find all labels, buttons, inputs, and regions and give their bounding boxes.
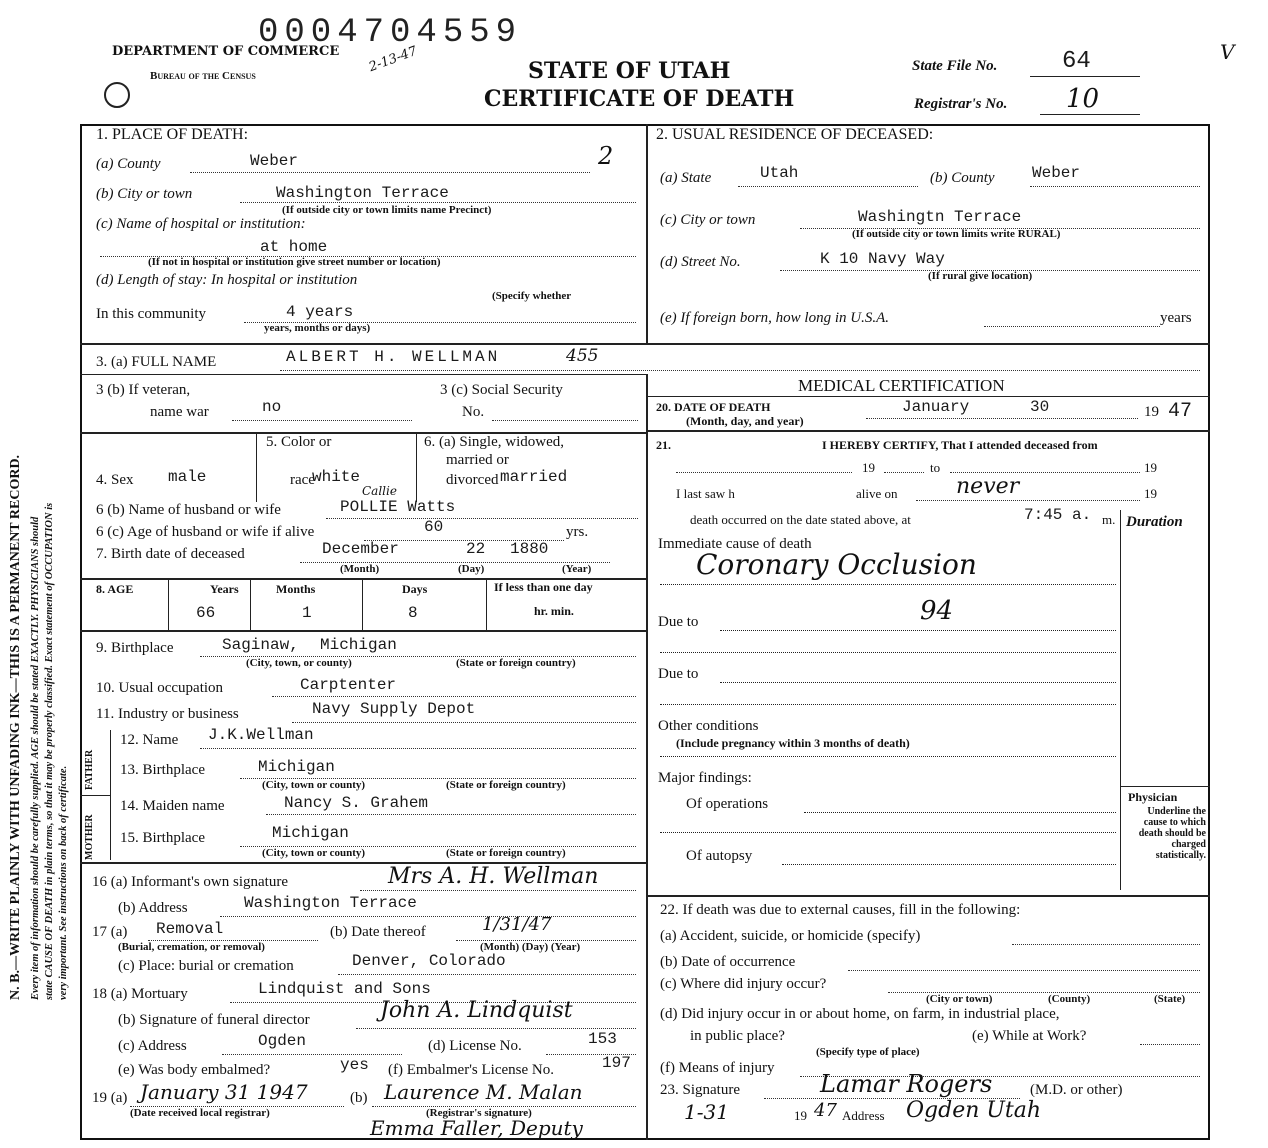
res-city-label: (c) City or town <box>660 212 756 228</box>
birthplace-note-2: (State or foreign country) <box>456 657 576 669</box>
physician-heading: Physician <box>1128 790 1178 804</box>
age-days-value: 8 <box>408 604 418 622</box>
father-name-value: J.K.Wellman <box>208 726 314 744</box>
mother-birth-note-2: (State or foreign country) <box>446 847 566 859</box>
external-c-note-3: (State) <box>1154 993 1186 1005</box>
embalmed-label: (e) Was body embalmed? <box>118 1062 271 1078</box>
father-name-label: 12. Name <box>120 732 179 748</box>
specify-note: (Specify whether <box>492 290 572 302</box>
war-value: no <box>262 398 282 416</box>
color-label: 5. Color or <box>266 434 332 450</box>
full-name-label: 3. (a) FULL NAME <box>96 354 217 370</box>
funeral-director-label: (b) Signature of funeral director <box>118 1012 310 1028</box>
attended-to-label: to <box>930 460 941 475</box>
funeral-director-signature: John A. Lindquist <box>380 998 573 1023</box>
foreign-born-label: (e) If foreign born, how long in U.S.A. <box>660 310 890 326</box>
due-to-label-1: Due to <box>658 614 699 630</box>
race-label: race <box>290 472 315 488</box>
birth-year: 1880 <box>510 540 549 558</box>
birth-day-note: (Day) <box>458 563 485 575</box>
duration-heading: Duration <box>1126 514 1183 530</box>
removal-value: Removal <box>156 920 224 938</box>
res-street-note: (If rural give location) <box>928 270 1033 282</box>
certifier-signature-label: 23. Signature <box>660 1082 740 1098</box>
certificate-title: CERTIFICATE OF DEATH <box>484 86 795 112</box>
death-time-meridiem: m. <box>1102 512 1116 527</box>
mother-birthplace-value: Michigan <box>272 824 349 842</box>
burial-date-note: (Month) (Day) (Year) <box>480 941 581 953</box>
death-time-value: 7:45 a. <box>1024 506 1092 524</box>
burial-place-value: Denver, Colorado <box>352 952 506 970</box>
hospital-note: (If not in hospital or institution give street number or location) <box>148 256 441 268</box>
margin-mark: 2 <box>598 142 614 170</box>
informant-signature: Mrs A. H. Wellman <box>388 864 599 889</box>
register-mark-icon <box>104 82 130 108</box>
department: DEPARTMENT OF COMMERCE <box>112 44 340 59</box>
sex-value: male <box>168 468 207 486</box>
name-mark: 455 <box>566 346 599 366</box>
cause-code-mark: 94 <box>920 596 954 626</box>
social-security-label: 3 (c) Social Security <box>440 382 563 398</box>
birthplace-state: Michigan <box>320 636 397 654</box>
father-birthplace-label: 13. Birthplace <box>120 762 205 778</box>
res-city-value: Washingtn Terrace <box>858 208 1022 226</box>
less-than-day-label: If less than one day <box>494 580 593 594</box>
certifier-address-label: Address <box>842 1108 885 1123</box>
death-city-label: (b) City or town <box>96 186 193 202</box>
embalmed-value: yes <box>340 1056 369 1074</box>
community-note: years, months or days) <box>264 322 371 334</box>
age-years-value: 66 <box>196 604 216 622</box>
father-birthplace-value: Michigan <box>258 758 335 776</box>
marital-label-3: divorced <box>446 472 499 488</box>
received-label: 19 (a) <box>92 1090 128 1106</box>
mortuary-value: Lindquist and Sons <box>258 980 431 998</box>
length-of-stay-label: (d) Length of stay: In hospital or institution <box>96 272 358 288</box>
removal-note: (Burial, cremation, or removal) <box>118 941 265 953</box>
mortuary-address-value: Ogden <box>258 1032 307 1050</box>
mother-side-label: MOTHER <box>84 814 95 860</box>
external-d-note: (Specify type of place) <box>816 1046 920 1058</box>
hospital-label: (c) Name of hospital or institution: <box>96 216 306 232</box>
certifier-year-century: 19 <box>794 1108 807 1123</box>
age-label: 8. AGE <box>96 582 134 596</box>
other-conditions-note: (Include pregnancy within 3 months of death) <box>676 736 910 750</box>
spouse-age-label: 6 (c) Age of husband or wife if alive <box>96 524 315 540</box>
mortuary-label: 18 (a) Mortuary <box>92 986 188 1002</box>
state-file-number: 64 <box>1062 48 1091 75</box>
birth-month-note: (Month) <box>340 563 380 575</box>
occupation-value: Carptenter <box>300 676 397 694</box>
birth-day: 22 <box>466 540 486 558</box>
embalmer-license-value: 197 <box>602 1054 631 1072</box>
father-birth-note-2: (State or foreign country) <box>446 779 566 791</box>
date-of-death-label: 20. DATE OF DEATH <box>656 400 771 414</box>
age-months-value: 1 <box>302 604 312 622</box>
date-of-death-day: 30 <box>1030 398 1050 416</box>
date-of-death-month: January <box>902 398 970 416</box>
registrar-signature: Laurence M. Malan <box>384 1080 583 1104</box>
hospital-value: at home <box>260 238 328 256</box>
license-value: 153 <box>588 1030 617 1048</box>
corner-mark: V <box>1220 40 1235 64</box>
industry-label: 11. Industry or business <box>96 706 239 722</box>
death-city-note: (If outside city or town limits name Precinct) <box>282 204 492 216</box>
spouse-age-value: 60 <box>424 518 444 536</box>
father-birth-note-1: (City, town or county) <box>262 779 366 791</box>
birthplace-note-1: (City, town, or county) <box>246 657 352 669</box>
alive-on-label: alive on <box>856 486 898 501</box>
industry-value: Navy Supply Depot <box>312 700 476 718</box>
license-label: (d) License No. <box>428 1038 522 1054</box>
external-d-label: (d) Did injury occur in or about home, on farm, in industrial place, <box>660 1006 1060 1022</box>
race-value: white <box>312 468 361 486</box>
mother-name-label: 14. Maiden name <box>120 798 225 814</box>
spouse-label: 6 (b) Name of husband or wife <box>96 502 281 518</box>
full-name-value: ALBERT H. WELLMAN <box>286 348 501 366</box>
embalmer-license-label: (f) Embalmer's License No. <box>388 1062 554 1078</box>
age-months-label: Months <box>276 582 316 596</box>
date-of-death-year: 47 <box>1168 400 1193 423</box>
hr-min-label: hr. min. <box>534 604 574 618</box>
informant-address-label: (b) Address <box>118 900 188 916</box>
permanent-record-note: N. B.—WRITE PLAINLY WITH UNFADING INK—THIS IS A PERMANENT RECORD. <box>8 454 23 1000</box>
war-label: name war <box>150 404 209 420</box>
bureau: Bureau of the Census <box>150 70 256 82</box>
date-of-death-century: 19 <box>1144 404 1159 420</box>
veteran-label: 3 (b) If veteran, <box>96 382 191 398</box>
attended-to-century: 19 <box>1144 460 1157 475</box>
foreign-born-suffix: years <box>1160 310 1192 326</box>
external-d2-label: in public place? <box>690 1028 785 1044</box>
burial-date-label: (b) Date thereof <box>330 924 426 940</box>
res-street-value: K 10 Navy Way <box>820 250 945 268</box>
physician-note: Underline the cause to which death should be charged statistically. <box>1138 806 1206 861</box>
burial-place-label: (c) Place: burial or cremation <box>118 958 294 974</box>
mother-birth-note-1: (City, town or county) <box>262 847 366 859</box>
res-state-label: (a) State <box>660 170 712 186</box>
certifier-address: Ogden Utah <box>906 1098 1042 1123</box>
medical-heading: MEDICAL CERTIFICATION <box>798 376 1005 395</box>
state-file-label: State File No. <box>912 58 998 74</box>
external-c-note-2: (County) <box>1048 993 1091 1005</box>
spouse-value: POLLIE Watts <box>340 498 456 516</box>
received-date: January 31 1947 <box>140 1080 308 1104</box>
birth-month: December <box>322 540 399 558</box>
death-occurred-label: death occurred on the date stated above, at <box>690 512 911 527</box>
death-city-value: Washington Terrace <box>276 184 449 202</box>
last-saw-label: I last saw h <box>676 486 735 501</box>
birthplace-label: 9. Birthplace <box>96 640 174 656</box>
informant-address-value: Washington Terrace <box>244 894 417 912</box>
age-years-label: Years <box>210 582 239 596</box>
father-side-label: FATHER <box>84 749 95 790</box>
deputy-signature: Emma Faller, Deputy <box>370 1116 583 1140</box>
place-of-death-heading: 1. PLACE OF DEATH: <box>96 126 249 143</box>
of-operations-label: Of operations <box>686 796 769 812</box>
registrar-label: Registrar's No. <box>914 96 1008 112</box>
due-to-label-2: Due to <box>658 666 699 682</box>
marital-label: 6. (a) Single, widowed, <box>424 434 564 450</box>
external-f-label: (f) Means of injury <box>660 1060 775 1076</box>
mother-name-value: Nancy S. Grahem <box>284 794 429 812</box>
external-e-label: (e) While at Work? <box>972 1028 1087 1044</box>
received-note: (Date received local registrar) <box>130 1107 270 1119</box>
informant-signature-label: 16 (a) Informant's own signature <box>92 874 288 890</box>
registrar-note: (Registrar's signature) <box>426 1107 532 1119</box>
external-c-label: (c) Where did injury occur? <box>660 976 827 992</box>
social-security-no-label: No. <box>462 404 485 420</box>
serial-number: 0004704559 <box>258 14 523 52</box>
res-city-note: (If outside city or town limits write RURAL) <box>852 228 1061 240</box>
yrs-label: yrs. <box>566 524 589 540</box>
res-county-value: Weber <box>1032 164 1081 182</box>
community-label: In this community <box>96 306 206 322</box>
certifier-date: 1-31 <box>684 1100 729 1124</box>
registrar-number: 10 <box>1066 84 1100 114</box>
occupation-label: 10. Usual occupation <box>96 680 224 696</box>
date-of-death-note: (Month, day, and year) <box>686 414 804 428</box>
instructions-line-2: state CAUSE OF DEATH in plain terms, so that it may be properly classified. Exact statement of OCCUPATION is <box>44 502 55 1000</box>
certifier-title: (M.D. or other) <box>1030 1082 1123 1098</box>
other-conditions-label: Other conditions <box>658 718 759 734</box>
immediate-cause-label: Immediate cause of death <box>658 536 812 552</box>
birth-date-label: 7. Birth date of deceased <box>96 546 245 562</box>
res-state-value: Utah <box>760 164 799 182</box>
birthplace-city: Saginaw, <box>222 636 299 654</box>
residence-heading: 2. USUAL RESIDENCE OF DECEASED: <box>656 126 934 143</box>
certify-text: I HEREBY CERTIFY, That I attended deceased from <box>822 438 1098 452</box>
res-street-label: (d) Street No. <box>660 254 741 270</box>
death-county-label: (a) County <box>96 156 161 172</box>
age-days-label: Days <box>402 582 428 596</box>
certifier-signature: Lamar Rogers <box>820 1070 993 1098</box>
marital-value: married <box>500 468 568 486</box>
external-b-label: (b) Date of occurrence <box>660 954 796 970</box>
immediate-cause-value: Coronary Occlusion <box>696 548 977 581</box>
state-title: STATE OF UTAH <box>528 58 731 84</box>
external-c-note-1: (City or town) <box>926 993 993 1005</box>
res-county-label: (b) County <box>930 170 995 186</box>
major-findings-label: Major findings: <box>658 770 752 786</box>
marital-label-2: married or <box>446 452 509 468</box>
date-stamp: 2-13-47 <box>366 43 420 76</box>
instructions-line-3: very important. See instructions on back of certificate. <box>58 765 69 1000</box>
mother-birthplace-label: 15. Birthplace <box>120 830 205 846</box>
sex-label: 4. Sex <box>96 472 134 488</box>
certifier-year: 47 <box>814 1100 837 1121</box>
of-autopsy-label: Of autopsy <box>686 848 753 864</box>
instructions-line-1: Every item of information should be carefully supplied. AGE should be stated EXACTLY. PHYSICIANS should <box>30 516 41 1000</box>
external-a-label: (a) Accident, suicide, or homicide (specify) <box>660 928 921 944</box>
birth-year-note: (Year) <box>562 563 592 575</box>
burial-date-value: 1/31/47 <box>482 914 552 935</box>
registrar-sig-label: (b) <box>350 1090 368 1106</box>
mortuary-address-label: (c) Address <box>118 1038 187 1054</box>
removal-label: 17 (a) <box>92 924 128 940</box>
attended-from-century: 19 <box>862 460 875 475</box>
spouse-correction: Callie <box>362 484 397 498</box>
community-value: 4 years <box>286 303 354 321</box>
external-heading: 22. If death was due to external causes, fill in the following: <box>660 902 1021 918</box>
last-saw-century: 19 <box>1144 486 1157 501</box>
last-saw-value: never <box>956 474 1020 499</box>
death-county-value: Weber <box>250 152 299 170</box>
certify-number: 21. <box>656 438 671 452</box>
